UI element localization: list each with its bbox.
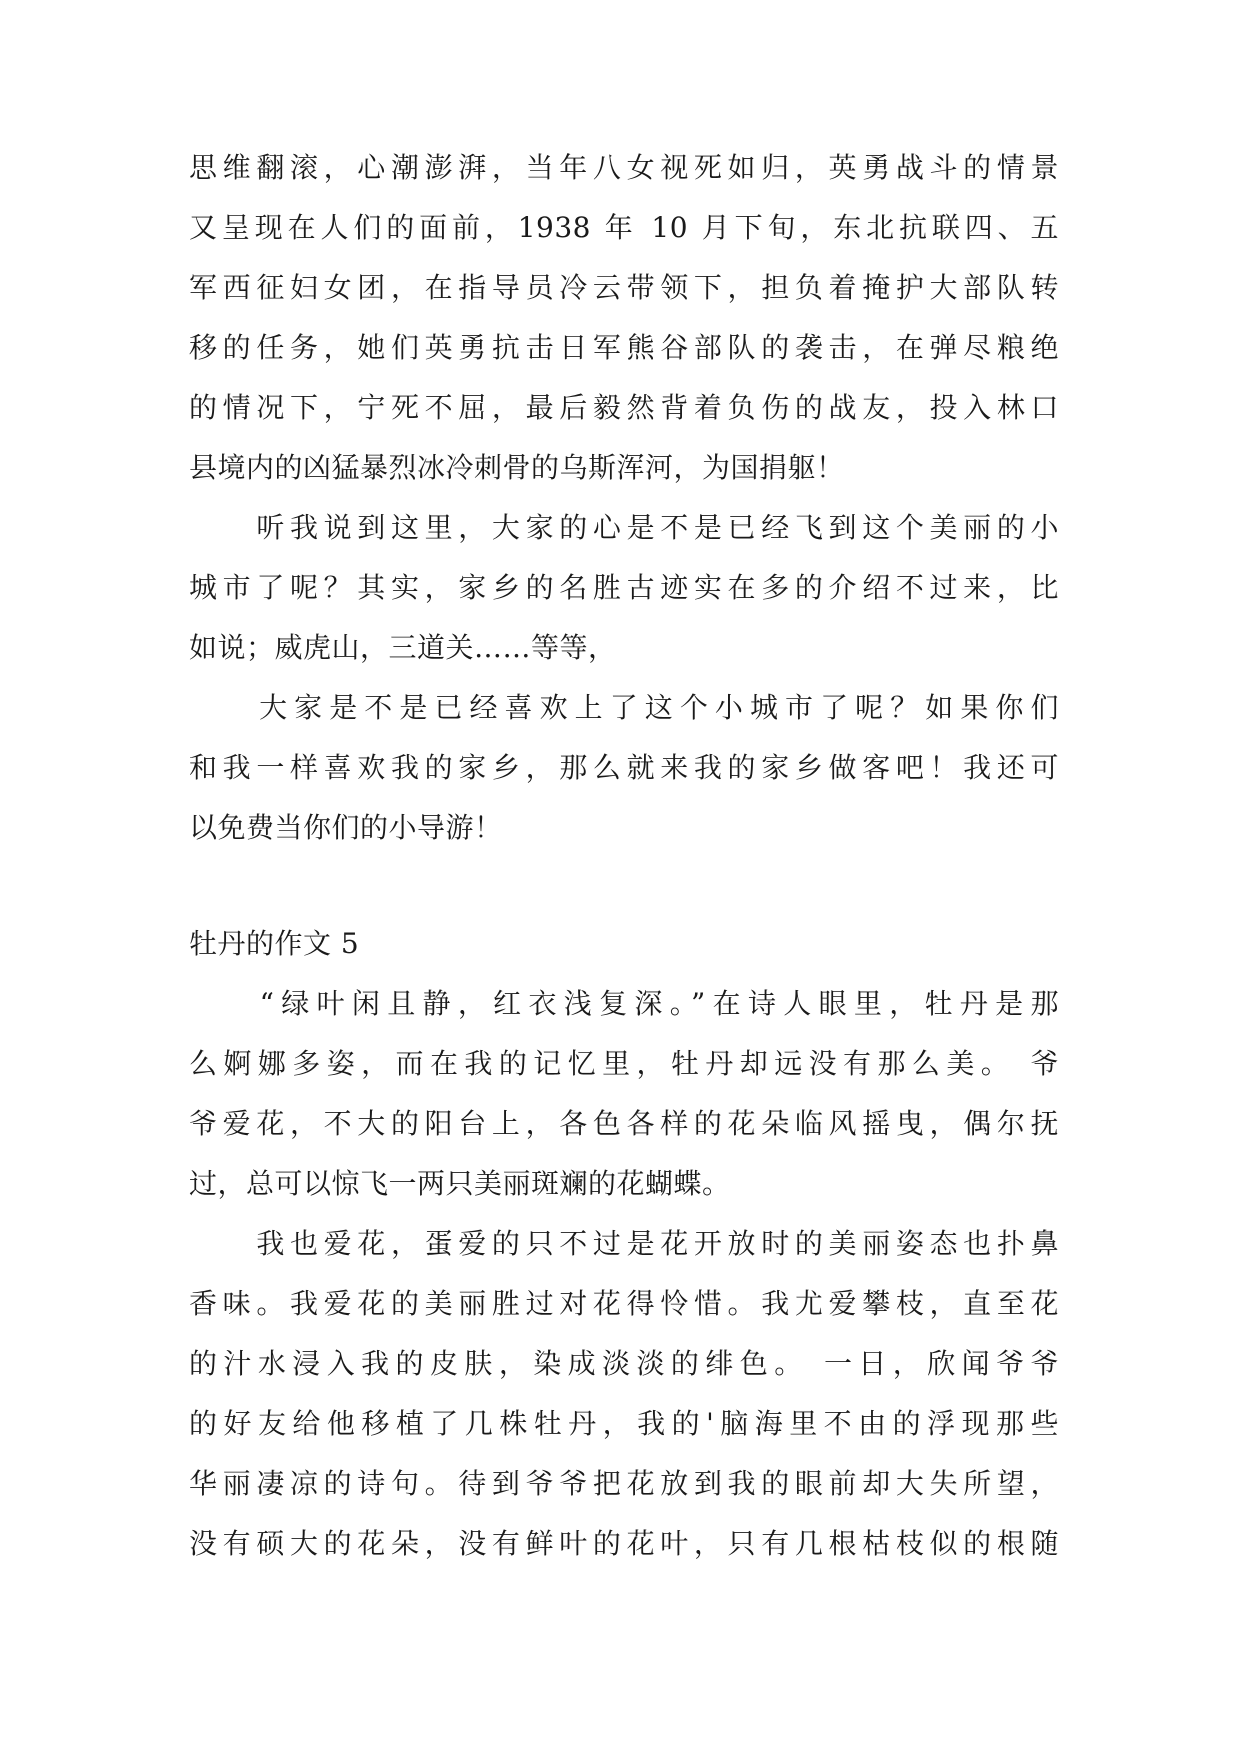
text-line: 县境内的凶猛暴烈冰冷刺骨的乌斯浑河，为国捐躯！ bbox=[189, 451, 845, 484]
text-line: 的汁水浸入我的皮肤，染成淡淡的绯色。 一日，欣闻爷爷 bbox=[189, 1347, 1059, 1380]
text-line: 爷爱花，不大的阳台上，各色各样的花朵临风摇曳，偶尔抚 bbox=[189, 1107, 1059, 1140]
text-line: 的好友给他移植了几株牡丹，我的'脑海里不由的浮现那些 bbox=[189, 1407, 1059, 1440]
text-line: 没有硕大的花朵，没有鲜叶的花叶，只有几根枯枝似的根随 bbox=[189, 1527, 1059, 1560]
section-heading: 牡丹的作文 5 bbox=[189, 927, 360, 960]
text-line: 城市了呢？其实，家乡的名胜古迹实在多的介绍不过来，比 bbox=[189, 571, 1059, 604]
text-line: 如说；威虎山，三道关……等等， bbox=[189, 631, 617, 664]
text-line: 华丽凄凉的诗句。待到爷爷把花放到我的眼前却大失所望， bbox=[189, 1467, 1059, 1500]
text-line: 和我一样喜欢我的家乡，那么就来我的家乡做客吧！我还可 bbox=[189, 751, 1059, 784]
text-line: 我也爱花，蛋爱的只不过是花开放时的美丽姿态也扑鼻 bbox=[189, 1227, 1059, 1260]
text-line: 么婀娜多姿，而在我的记忆里，牡丹却远没有那么美。 爷 bbox=[189, 1047, 1059, 1080]
text-line: 大家是不是已经喜欢上了这个小城市了呢？如果你们 bbox=[189, 691, 1059, 724]
text-line: 军西征妇女团，在指导员冷云带领下，担负着掩护大部队转 bbox=[189, 271, 1059, 304]
text-line: 香味。我爱花的美丽胜过对花得怜惜。我尤爱攀枝，直至花 bbox=[189, 1287, 1059, 1320]
text-line: 移的任务，她们英勇抗击日军熊谷部队的袭击，在弹尽粮绝 bbox=[189, 331, 1059, 364]
text-line: 过，总可以惊飞一两只美丽斑斓的花蝴蝶。 bbox=[189, 1167, 731, 1200]
text-line: 以免费当你们的小导游！ bbox=[189, 811, 503, 844]
text-line: 听我说到这里，大家的心是不是已经飞到这个美丽的小 bbox=[189, 511, 1059, 544]
text-line: 又呈现在人们的面前，1938 年 10 月下旬，东北抗联四、五 bbox=[189, 211, 1059, 244]
text-line: 思维翻滚，心潮澎湃，当年八女视死如归，英勇战斗的情景 bbox=[189, 151, 1059, 184]
text-line: 的情况下，宁死不屈，最后毅然背着负伤的战友，投入林口 bbox=[189, 391, 1059, 424]
text-line: “绿叶闲且静，红衣浅复深。”在诗人眼里，牡丹是那 bbox=[189, 987, 1059, 1020]
